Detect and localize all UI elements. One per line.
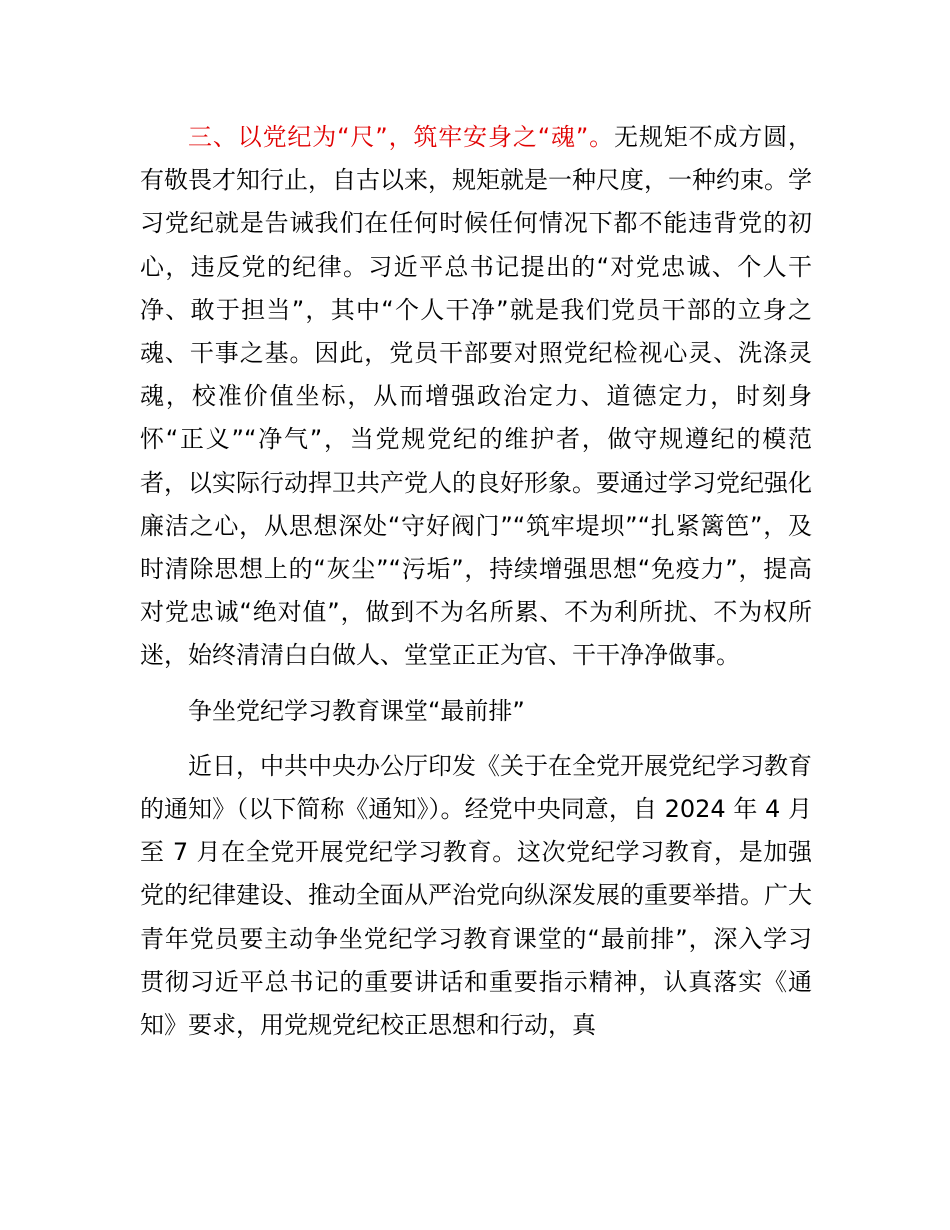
section-paragraph — [140, 116, 812, 678]
document-body — [140, 116, 812, 1047]
article-title: 争坐党纪学习教育课堂“最前排” — [188, 696, 525, 725]
section-heading: 三、以党纪为“尺”，筑牢安身之“魂”。 — [188, 123, 615, 151]
article-paragraph: 近日，中共中央办公厅印发《关于在全党开展党纪学习教育的通知》（以下简称《通知》）。经党中央同意，自 2024 年 4 月至 7 月在全党开展党纪学习教育。这次党纪学习教育，是加强党的纪律建设、推动全面从严治党向纵深发展的重要举措。广大青年党员要主动争坐党纪学习教育课堂的“最前排”，深入学习贯彻习近平总书记的重要讲话和重要指示精神，认真落实《通知》要求，用党规党纪校正思想和行动，真 — [140, 751, 812, 1040]
section-body-text: 无规矩不成方圆，有敬畏才知行止，自古以来，规矩就是一种尺度，一种约束。学习党纪就是告诫我们在任何时候任何情况下都不能违背党的初心，违反党的纪律。习近平总书记提出的“对党忠诚、个人干净、敢于担当”，其中“个人干净”就是我们党员干部的立身之魂、干事之基。因此，党员干部要对照党纪检视心灵、洗涤灵魂，校准价值坐标，从而增强政治定力、道德定力，时刻身怀“正义”“净气”，当党规党纪的维护者，做守规遵纪的模范者，以实际行动捍卫共产党人的良好形象。要通过学习党纪强化廉洁之心，从思想深处“守好阀门”“筑牢堤坝”“扎紧篱笆”，及时清除思想上的“灰尘”“污垢”，持续增强思想“免疫力”，提高对党忠诚“绝对值”，做到不为名所累、不为利所扰、不为权所迷，始终清清白白做人、堂堂正正为官、干干净净做事。 — [140, 123, 813, 670]
